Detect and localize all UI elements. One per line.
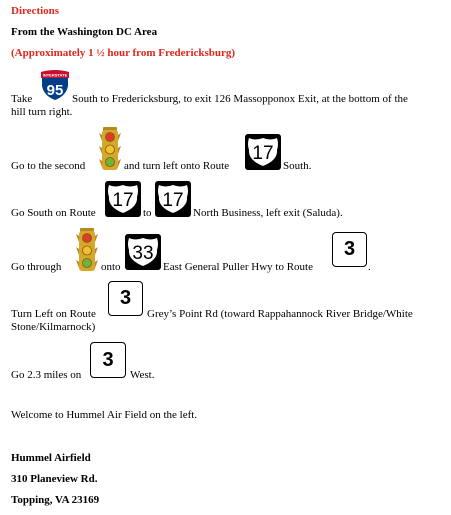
us-route-17-shield-icon bbox=[105, 181, 141, 217]
step1-prefix: Take bbox=[11, 93, 33, 105]
address-name: Hummel Airfield bbox=[11, 452, 91, 464]
state-route-3-sign-icon: 3 bbox=[332, 232, 367, 267]
address-street: 310 Planeview Rd. bbox=[11, 473, 98, 485]
page-title: Directions bbox=[11, 5, 60, 17]
step4-period: . bbox=[368, 261, 371, 273]
us-route-33-shield-icon bbox=[125, 234, 161, 270]
duration-note: (Approximately 1 ½ hour from Fredericksburg) bbox=[11, 47, 236, 59]
step5-prefix: Turn Left on Route bbox=[11, 308, 96, 320]
step2-suffix: South. bbox=[283, 160, 312, 172]
state-route-3-sign-icon: 3 bbox=[90, 342, 126, 378]
step1-text: South to Fredericksburg, to exit 126 Massopponox Exit, at the bottom of the bbox=[72, 93, 408, 105]
interstate-label: INTERSTATE bbox=[42, 72, 68, 78]
route-number: 33 bbox=[132, 243, 154, 264]
step4-mid: onto bbox=[101, 261, 121, 273]
step6-suffix: West. bbox=[130, 369, 155, 381]
traffic-light-icon bbox=[76, 228, 98, 272]
step2-prefix: Go to the second bbox=[11, 160, 86, 172]
interstate-number: 95 bbox=[46, 82, 64, 99]
route-number: 17 bbox=[162, 190, 184, 211]
address-city: Topping, VA 23169 bbox=[11, 494, 100, 506]
step3-prefix: Go South on Route bbox=[11, 207, 96, 219]
route-number: 17 bbox=[112, 190, 134, 211]
step6-prefix: Go 2.3 miles on bbox=[11, 369, 82, 381]
step4-suffix: East General Puller Hwy to Route bbox=[163, 261, 313, 273]
step4-prefix: Go through bbox=[11, 261, 62, 273]
step3-mid: to bbox=[143, 207, 152, 219]
state-route-3-sign-icon: 3 bbox=[108, 281, 143, 316]
step5-suffix-cont: Stone/Kilmarnock) bbox=[11, 321, 96, 333]
origin-heading: From the Washington DC Area bbox=[11, 26, 158, 38]
traffic-light-icon bbox=[99, 127, 121, 171]
step3-suffix: North Business, left exit (Saluda). bbox=[193, 207, 343, 219]
step1-text-cont: hill turn right. bbox=[11, 106, 73, 118]
step2-mid: and turn left onto Route bbox=[124, 160, 230, 172]
step7-text: Welcome to Hummel Air Field on the left. bbox=[11, 409, 198, 421]
interstate-95-shield-icon bbox=[38, 68, 72, 103]
route-number: 17 bbox=[252, 143, 274, 164]
us-route-17-shield-icon bbox=[155, 181, 191, 217]
us-route-17-shield-icon bbox=[245, 134, 281, 170]
step5-suffix: Grey’s Point Rd (toward Rappahannock River Bridge/White bbox=[147, 308, 413, 320]
